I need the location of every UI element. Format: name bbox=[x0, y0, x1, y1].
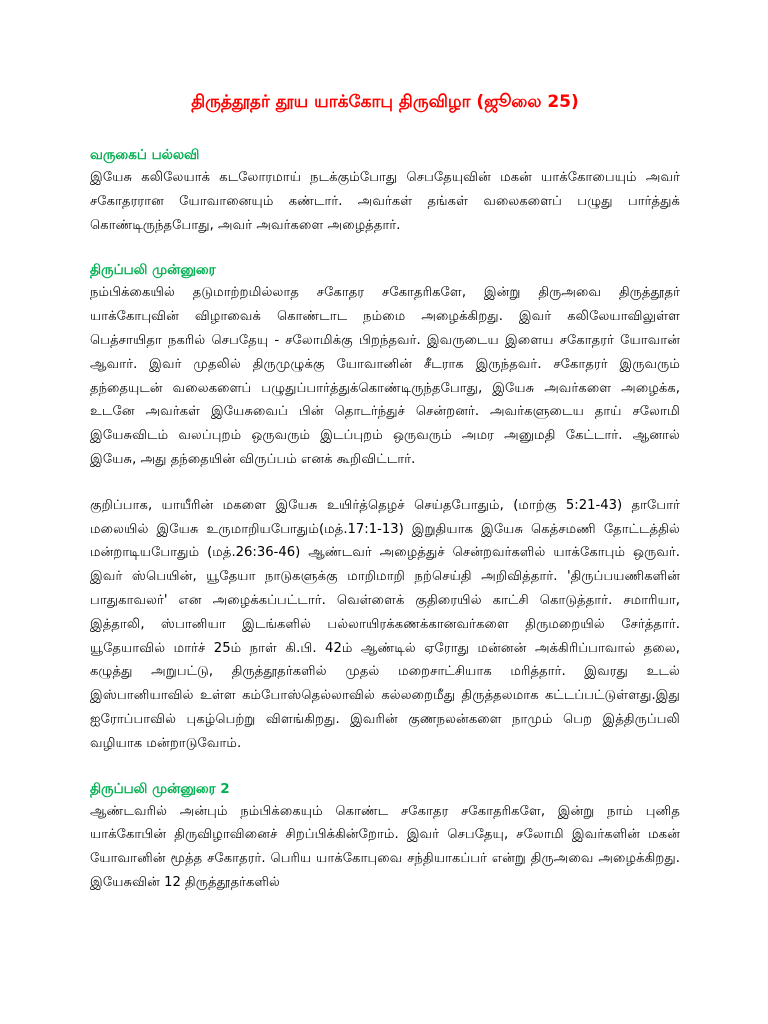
spacer bbox=[90, 472, 680, 494]
section-mass-introduction bbox=[90, 259, 680, 755]
spacer bbox=[90, 756, 680, 778]
section-heading: திருப்பலி முன்னுரை 2 bbox=[90, 780, 230, 797]
section-heading: வருகைப் பல்லவி bbox=[90, 147, 200, 163]
section-heading: திருப்பலி முன்னுரை bbox=[90, 262, 216, 279]
paragraph: குறிப்பாக, யாயீரின் மகளை இயேசு உயிர்த்தெழச் செய்தபோதும், (மாற்கு 5:21-43) தாபோர் மலையில் இயேசு உருமாறியபோதும்(மத்.17:1-13) இறுதியாக இயேசு கெத்சமணி தோட்டத்தில் மன்றாடியபோதும் (மத்.26:36-46) ஆண்டவர் அழைத்துச் சென்றவர்களில் யாக்கோபும் ஒருவர். இவர் ஸ்பெயின், யூதேயா நாடுகளுக்கு மாறிமாறி நற்செய்தி அறிவித்தார். 'திருப்பயணிகளின் பாதுகாவலர்' என அழைக்கப்பட்டார். வெள்ளைக் குதிரையில் காட்சி கொடுத்தார். சமாரியா, இத்தாலி, ஸ்பானியா இடங்களில் பல்லாயிரக்கணக்கானவர்களை திருமறையில் சேர்த்தார். யூதேயாவில் மார்ச் 25ம் நாள் கி.பி. 42ம் ஆண்டில் ஏரோது மன்னன் அக்கிரிப்பாவால் தலை, கழுத்து அறுபட்டு, திருத்தூதர்களில் முதல் மறைசாட்சியாக மரித்தார். இவரது உடல் இஸ்பானியாவில் உள்ள கம்போஸ்தெல்லாவில் கல்லறைமீது திருத்தலமாக கட்டப்பட்டுள்ளது.இது ஐரோப்பாவில் புகழ்பெற்று விளங்கிறது. இவரின் குணநலன்களை நாமும் பெற இத்திருப்பலி வழியாக மன்றாடுவோம். bbox=[90, 497, 680, 751]
section-mass-introduction-2 bbox=[90, 778, 680, 895]
document-page bbox=[90, 90, 680, 895]
paragraph: இயேசு கலிலேயாக் கடலோரமாய் நடக்கும்போது செபதேயுவின் மகன் யாக்கோபையும் அவர் சகோதரரான யோவானையும் கண்டார். அவர்கள் தங்கள் வலைகளைப் பழுது பார்த்துக் கொண்டிருந்தபோது, அவர் அவர்களை அழைத்தார். bbox=[90, 170, 680, 233]
page-title: திருத்தூதர் தூய யாக்கோபு திருவிழா (ஜூலை 25) bbox=[191, 92, 579, 112]
section-entrance-antiphon bbox=[90, 144, 680, 237]
paragraph: ஆண்டவரில் அன்பும் நம்பிக்கையும் கொண்ட சகோதர சகோதரிகளே, இன்று நாம் புனித யாக்கோபின் திருவிழாவினைச் சிறப்பிக்கின்றோம். இவர் செபதேயு, சலோமி இவர்களின் மகன் யோவானின் மூத்த சகோதரர். பெரிய யாக்கோபுவை சந்தியாகப்பர் என்று திருஅவை அழைக்கிறது. இயேசுவின் 12 திருத்தூதர்களில் bbox=[90, 803, 680, 890]
spacer bbox=[90, 237, 680, 259]
paragraph: நம்பிக்கையில் தடுமாற்றமில்லாத சகோதர சகோதரிகளே, இன்று திருஅவை திருத்தூதர் யாக்கோபுவின் விழாவைக் கொண்டாட நம்மை அழைக்கிறது. இவர் கலிலேயாவிலுள்ள பெத்சாயிதா நகரில் செபதேயு - சலோமிக்கு பிறந்தவர். இவருடைய இளைய சகோதரர் யோவான் ஆவார். இவர் முதலில் திருமுழுக்கு யோவானின் சீடராக இருந்தவர். சகோதரர் இருவரும் தந்தையுடன் வலைகளைப் பழுதுப்பார்த்துக்கொண்டிருந்தபோது, இயேசு அவர்களை அழைக்க, உடனே அவர்கள் இயேசுவைப் பின் தொடர்ந்துச் சென்றனர். அவர்களுடைய தாய் சலோமி இயேசுவிடம் வலப்புறம் ஒருவரும் இடப்புறம் ஒருவரும் அமர அனுமதி கேட்டார். ஆனால் இயேசு, அது தந்தையின் விருப்பம் எனக் கூறிவிட்டார். bbox=[90, 285, 680, 467]
